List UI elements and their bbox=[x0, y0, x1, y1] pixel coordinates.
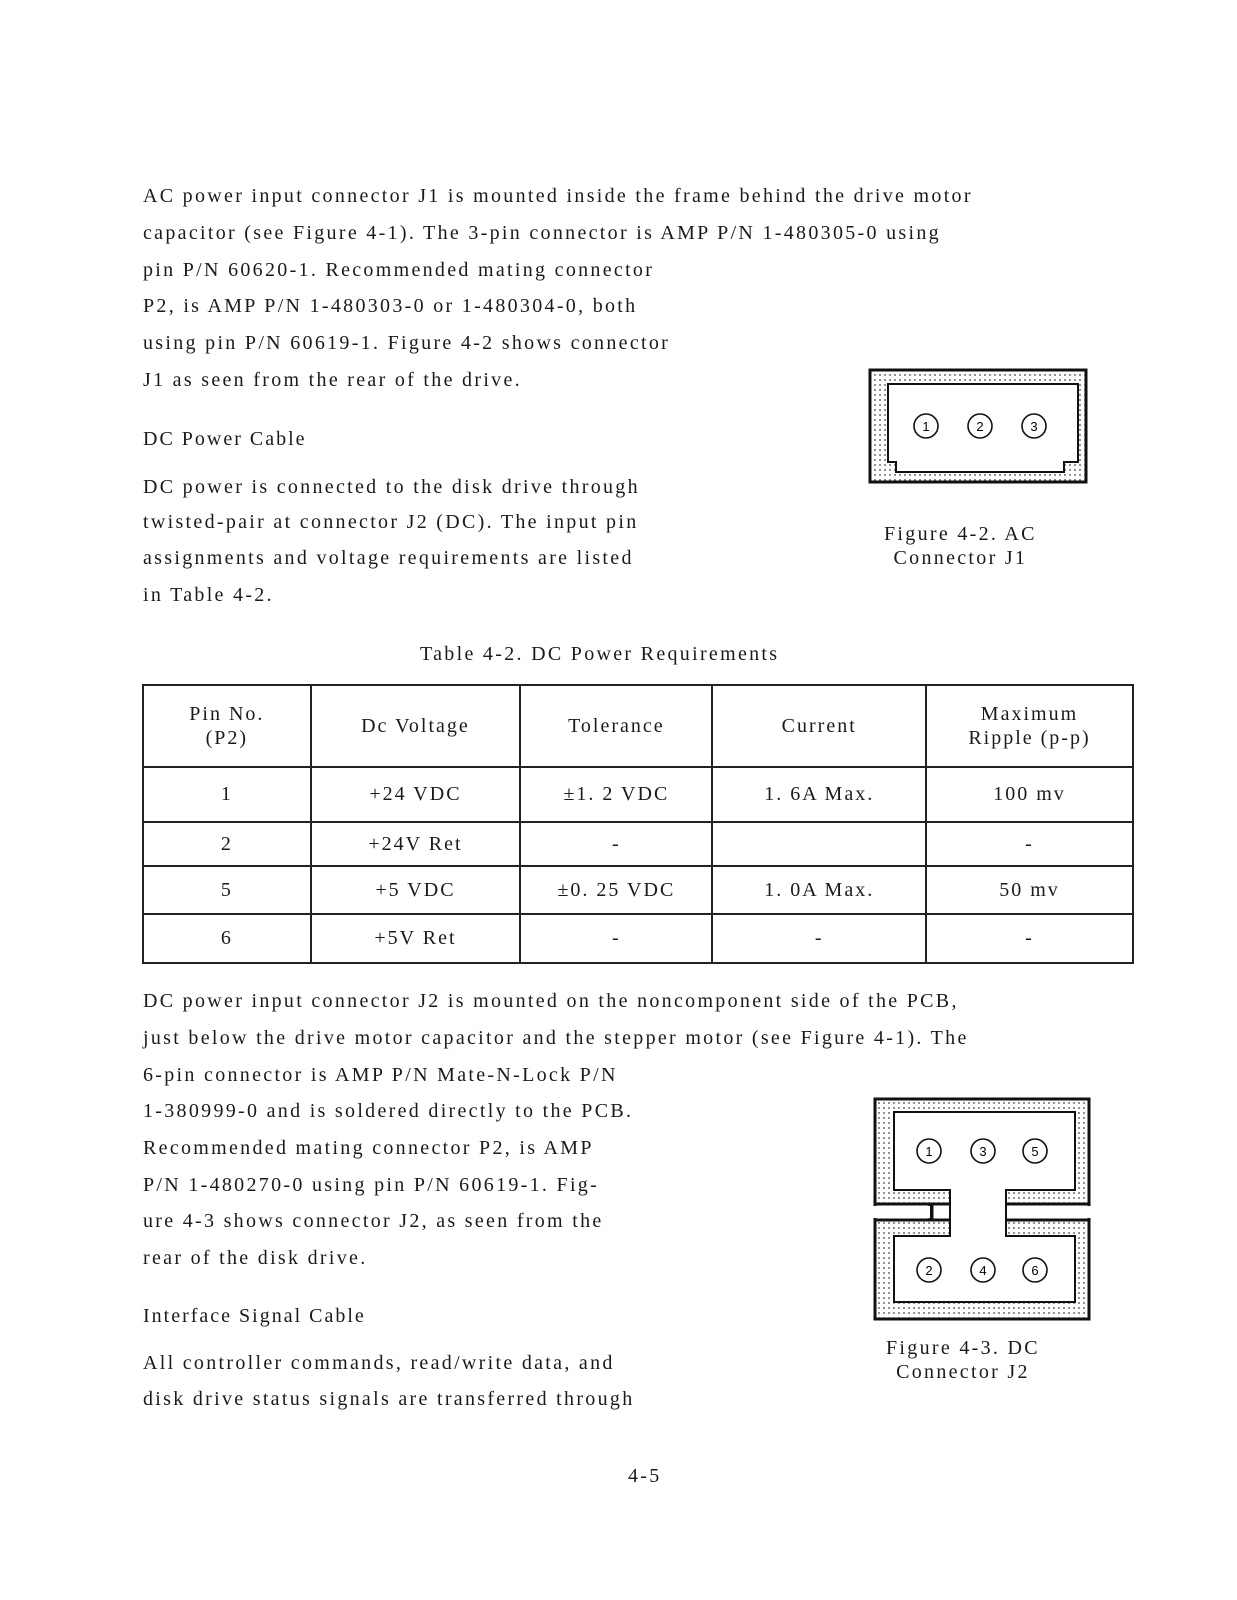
text-line: Recommended mating connector P2, is AMP bbox=[143, 1137, 594, 1159]
table-cell: - bbox=[712, 914, 925, 963]
table-row bbox=[143, 914, 1133, 963]
table-cell: 1 bbox=[143, 767, 311, 822]
caption-line: Connector J1 bbox=[893, 547, 1028, 569]
table-cell: ±1. 2 VDC bbox=[520, 767, 712, 822]
heading-interface-signal-cable: Interface Signal Cable bbox=[143, 1305, 366, 1327]
text-line: pin P/N 60620-1. Recommended mating connector bbox=[143, 259, 655, 281]
column-header bbox=[520, 685, 712, 767]
heading-dc-power-cable: DC Power Cable bbox=[143, 428, 307, 450]
table-cell: 1. 0A Max. bbox=[712, 866, 925, 914]
text-line: twisted-pair at connector J2 (DC). The input pin bbox=[143, 511, 639, 533]
text-line: 1-380999-0 and is soldered directly to the PCB. bbox=[143, 1100, 634, 1122]
column-header bbox=[143, 685, 311, 767]
page-number: 4-5 bbox=[628, 1465, 662, 1487]
pin-number: 2 bbox=[976, 419, 984, 434]
table-cell: +5V Ret bbox=[311, 914, 521, 963]
text-line: DC power is connected to the disk drive through bbox=[143, 476, 640, 498]
header-text: Dc Voltage bbox=[361, 715, 470, 737]
table-cell: 2 bbox=[143, 822, 311, 866]
dc-power-requirements-table bbox=[142, 684, 1134, 964]
pin-number: 3 bbox=[1030, 419, 1038, 434]
ac-connector-j1-figure bbox=[868, 368, 1088, 484]
table-cell: +5 VDC bbox=[311, 866, 521, 914]
caption-line: Connector J2 bbox=[896, 1361, 1030, 1383]
header-text: Pin No. bbox=[189, 703, 265, 725]
text-line: All controller commands, read/write data, and bbox=[143, 1352, 615, 1374]
pin-number: 3 bbox=[979, 1144, 987, 1159]
text-line: in Table 4-2. bbox=[143, 584, 274, 606]
text-line: DC power input connector J2 is mounted on the noncomponent side of the PCB, bbox=[143, 990, 959, 1012]
column-header bbox=[926, 685, 1133, 767]
text-line: capacitor (see Figure 4-1). The 3-pin connector is AMP P/N 1-480305-0 using bbox=[143, 222, 941, 244]
text-line: ure 4-3 shows connector J2, as seen from the bbox=[143, 1210, 604, 1232]
text-line: AC power input connector J1 is mounted inside the frame behind the drive motor bbox=[143, 185, 973, 207]
table-cell: ±0. 25 VDC bbox=[520, 866, 712, 914]
table-cell: 5 bbox=[143, 866, 311, 914]
pin-number: 1 bbox=[925, 1144, 933, 1159]
table-row bbox=[143, 767, 1133, 822]
header-text: Current bbox=[781, 715, 857, 737]
text-line: P/N 1-480270-0 using pin P/N 60619-1. Fig- bbox=[143, 1174, 600, 1196]
text-line: J1 as seen from the rear of the drive. bbox=[143, 369, 522, 391]
text-line: 6-pin connector is AMP P/N Mate-N-Lock P/N bbox=[143, 1064, 618, 1086]
header-text: Maximum bbox=[980, 703, 1079, 725]
table-row bbox=[143, 822, 1133, 866]
text-line: just below the drive motor capacitor and the stepper motor (see Figure 4-1). The bbox=[143, 1027, 969, 1049]
caption-line: Figure 4-3. DC bbox=[886, 1337, 1040, 1359]
header-text: Tolerance bbox=[568, 715, 665, 737]
figure-4-2-caption bbox=[884, 522, 1037, 570]
table-cell: +24V Ret bbox=[311, 822, 521, 866]
table-row bbox=[143, 866, 1133, 914]
pin-number: 5 bbox=[1031, 1144, 1039, 1159]
pin-number: 2 bbox=[925, 1263, 933, 1278]
header-text: (P2) bbox=[205, 727, 249, 749]
table-cell: - bbox=[926, 822, 1133, 866]
table-cell: 100 mv bbox=[926, 767, 1133, 822]
text-line: disk drive status signals are transferred through bbox=[143, 1388, 635, 1410]
table-caption: Table 4-2. DC Power Requirements bbox=[420, 643, 780, 665]
column-header bbox=[712, 685, 925, 767]
text-line: rear of the disk drive. bbox=[143, 1247, 368, 1269]
figure-4-3-caption bbox=[886, 1336, 1040, 1384]
text-line: P2, is AMP P/N 1-480303-0 or 1-480304-0, both bbox=[143, 295, 638, 317]
pin-number: 6 bbox=[1031, 1263, 1039, 1278]
pin-number: 4 bbox=[979, 1263, 987, 1278]
table-cell: +24 VDC bbox=[311, 767, 521, 822]
table-cell: - bbox=[520, 914, 712, 963]
header-text: Ripple (p-p) bbox=[968, 727, 1091, 749]
column-header bbox=[311, 685, 521, 767]
caption-line: Figure 4-2. AC bbox=[884, 523, 1037, 545]
table-header-row bbox=[143, 685, 1133, 767]
table-cell: 1. 6A Max. bbox=[712, 767, 925, 822]
table-cell bbox=[712, 822, 925, 866]
table-cell: - bbox=[926, 914, 1133, 963]
dc-connector-j2-figure bbox=[872, 1096, 1092, 1322]
pin-number: 1 bbox=[922, 419, 930, 434]
table-cell: - bbox=[520, 822, 712, 866]
table-cell: 6 bbox=[143, 914, 311, 963]
text-line: using pin P/N 60619-1. Figure 4-2 shows connector bbox=[143, 332, 671, 354]
text-line: assignments and voltage requirements are listed bbox=[143, 547, 634, 569]
table-cell: 50 mv bbox=[926, 866, 1133, 914]
